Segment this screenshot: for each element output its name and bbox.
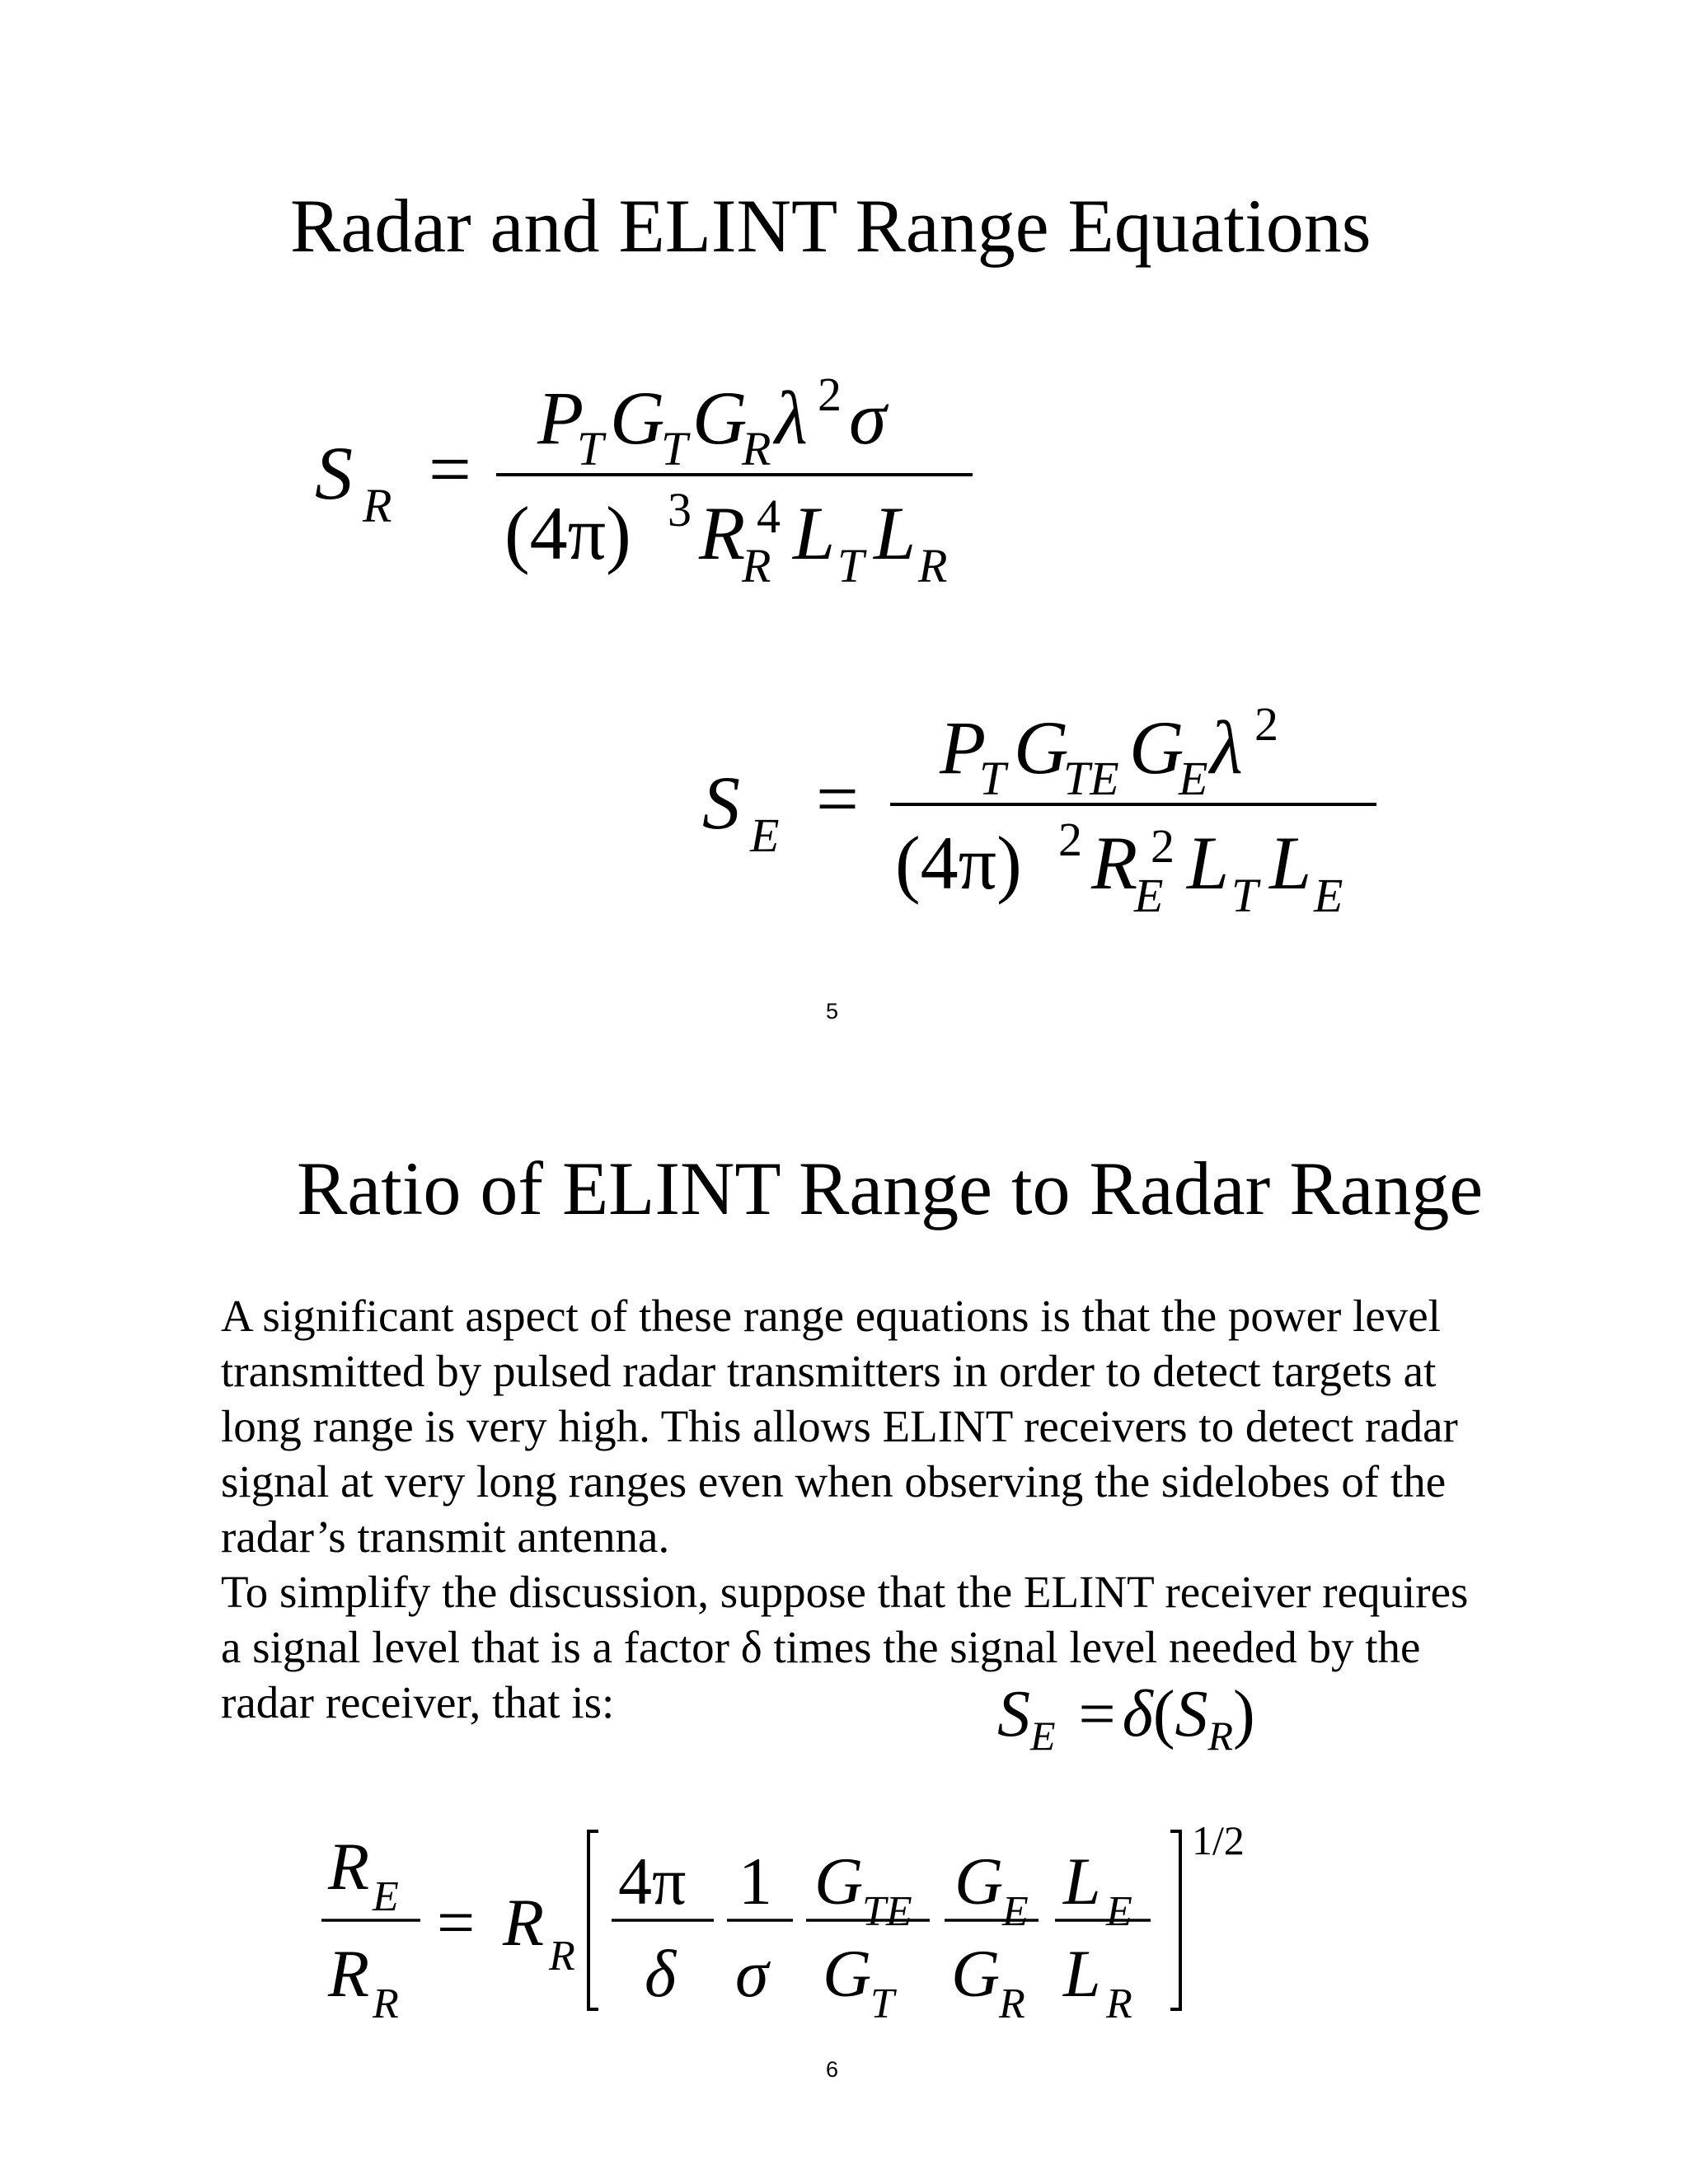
- elint-equation-denominator: [895, 813, 1343, 922]
- svg-text:G: G: [610, 376, 665, 460]
- elint-range-equation: [692, 692, 1401, 940]
- svg-text:(4π): (4π): [504, 491, 631, 575]
- slide-5-title: Radar and ELINT Range Equations: [290, 184, 1372, 268]
- svg-text:E: E: [1002, 1888, 1029, 1935]
- svg-text:R: R: [549, 1933, 575, 1980]
- svg-text:R: R: [328, 1829, 370, 1904]
- ratio-lhs: [321, 1829, 420, 2027]
- paragraph-significance: A significant aspect of these range equations is that the power level transmitted by pulsed radar transmitters in order to detect targets at long range is very high. This allows ELINT receivers to detect radar signal at very long ranges even when observing the sidelobes of the radar’s transmit antenna.: [221, 1291, 1458, 1562]
- svg-text:E: E: [1134, 869, 1164, 922]
- range-ratio-equation: [313, 1813, 1302, 2027]
- svg-text:T: T: [870, 1980, 894, 2027]
- svg-text:E: E: [373, 1873, 399, 1920]
- inline-equation: $S_E = \delta(S_R)$: [997, 1678, 1255, 1759]
- svg-text:S: S: [702, 761, 740, 845]
- svg-text:R: R: [1091, 821, 1138, 905]
- svg-text:λ: λ: [1210, 705, 1243, 790]
- ratio-equals: =: [437, 1885, 476, 1960]
- page-number-6: 6: [826, 2057, 839, 2082]
- svg-text:TE: TE: [1063, 752, 1119, 805]
- radar-range-equation: [305, 363, 997, 610]
- slide-6-title: Ratio of ELINT Range to Radar Range: [297, 1146, 1484, 1230]
- svg-text:L: L: [1269, 821, 1312, 905]
- left-bracket: [588, 1831, 598, 2009]
- svg-text:G: G: [823, 1936, 872, 2011]
- svg-text:R: R: [742, 539, 771, 593]
- svg-text:3: 3: [668, 483, 692, 537]
- elint-equation-lhs: [702, 757, 859, 862]
- svg-text:T: T: [577, 422, 604, 476]
- svg-text:R: R: [918, 539, 948, 593]
- svg-text:E: E: [1106, 1888, 1132, 1935]
- svg-text:σ: σ: [735, 1936, 769, 2011]
- svg-text:E: E: [1179, 752, 1208, 805]
- fraction-4pi-over-delta: [612, 1844, 714, 2011]
- page-number-5: 5: [826, 999, 839, 1024]
- svg-text:R: R: [699, 491, 746, 575]
- svg-text:E: E: [1314, 869, 1343, 922]
- svg-text:1: 1: [738, 1844, 772, 1919]
- svg-text:R: R: [328, 1936, 370, 2011]
- svg-text:δ: δ: [645, 1936, 677, 2011]
- svg-text:2: 2: [1151, 819, 1175, 873]
- svg-text:R: R: [742, 422, 771, 476]
- paragraph-simplify: To simplify the discussion, suppose that the ELINT receiver requires a signal level that is a factor δ times the signal level needed by the radar receiver, that is:: [221, 1567, 1469, 1727]
- svg-text:TE: TE: [862, 1888, 912, 1935]
- svg-text:2: 2: [818, 368, 842, 421]
- svg-text:L: L: [874, 491, 917, 575]
- fraction-gte-over-gt: [806, 1844, 930, 2027]
- ratio-coefficient: [502, 1885, 575, 1980]
- elint-equation-numerator: [939, 697, 1278, 805]
- body-text: [221, 1288, 1474, 1730]
- svg-text:S: S: [315, 431, 353, 515]
- svg-text:T: T: [979, 752, 1006, 805]
- svg-text:(4π): (4π): [895, 821, 1022, 905]
- fraction-ge-over-gr: [945, 1844, 1039, 2027]
- svg-text:R: R: [999, 1980, 1025, 2027]
- right-bracket: [1170, 1831, 1180, 2009]
- svg-text:L: L: [793, 491, 836, 575]
- svg-text:R: R: [373, 1980, 399, 2027]
- svg-text:L: L: [1063, 1844, 1101, 1919]
- fraction-le-over-lr: [1055, 1844, 1151, 2027]
- radar-equation-denominator: [504, 483, 947, 593]
- radar-equation-numerator: [537, 368, 889, 476]
- svg-text:4: 4: [757, 490, 781, 543]
- ratio-exponent: 1/2: [1192, 1817, 1245, 1863]
- svg-text:T: T: [1231, 869, 1259, 922]
- svg-text:G: G: [1014, 705, 1069, 790]
- svg-text:L: L: [1187, 821, 1230, 905]
- svg-text:2: 2: [1254, 697, 1278, 751]
- svg-text:2: 2: [1058, 813, 1082, 866]
- svg-text:G: G: [954, 1844, 1004, 1919]
- svg-text:G: G: [1129, 705, 1184, 790]
- svg-text:P: P: [940, 705, 987, 790]
- svg-text:=: =: [429, 427, 471, 511]
- svg-text:G: G: [814, 1844, 864, 1919]
- svg-text:T: T: [661, 422, 688, 476]
- svg-text:R: R: [363, 479, 392, 532]
- svg-text:λ: λ: [775, 376, 808, 460]
- radar-equation-lhs: [315, 427, 471, 532]
- svg-text:=: =: [816, 757, 859, 841]
- svg-text:T: T: [837, 539, 865, 593]
- svg-text:P: P: [537, 376, 584, 460]
- svg-text:E: E: [750, 808, 780, 862]
- svg-text:L: L: [1063, 1936, 1101, 2011]
- svg-text:σ: σ: [849, 376, 887, 460]
- svg-text:G: G: [692, 376, 748, 460]
- svg-text:4π: 4π: [618, 1844, 687, 1919]
- svg-text:R: R: [1106, 1980, 1132, 2027]
- svg-text:R: R: [503, 1885, 545, 1960]
- svg-text:G: G: [951, 1936, 1001, 2011]
- fraction-1-over-sigma: [727, 1844, 793, 2011]
